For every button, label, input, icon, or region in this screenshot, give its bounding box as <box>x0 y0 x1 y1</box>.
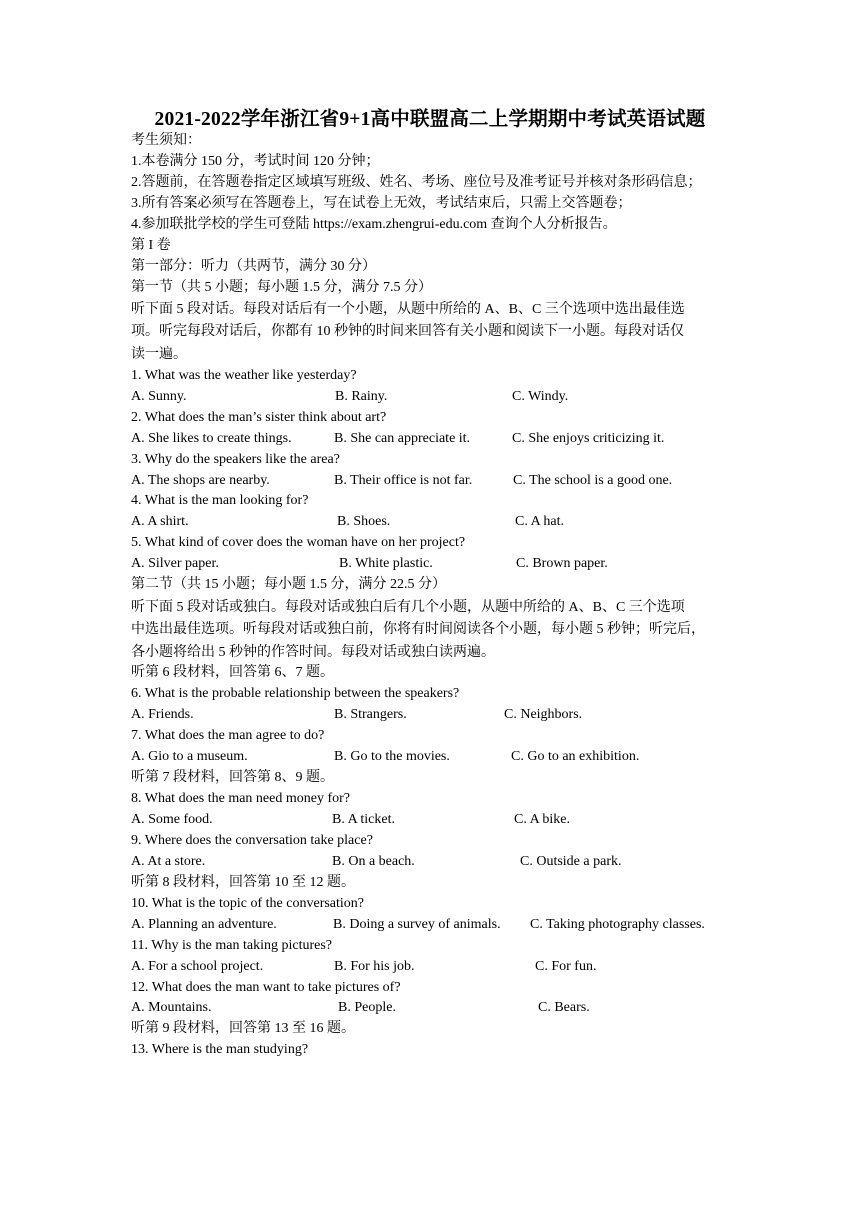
option-b: B. Rainy. <box>335 388 388 404</box>
part1-heading: 第一部分：听力（共两节，满分 30 分） <box>131 258 376 274</box>
option-a: A. Friends. <box>131 707 194 723</box>
option-b: B. Go to the movies. <box>334 749 450 765</box>
option-a: A. Gio to a museum. <box>131 749 248 765</box>
option-b: B. People. <box>338 1000 396 1016</box>
option-c: C. For fun. <box>535 958 597 974</box>
question-12: 12. What does the man want to take pictures of? <box>131 979 401 995</box>
question-9: 9. Where does the conversation take place? <box>131 832 373 848</box>
options-12 <box>131 998 731 1019</box>
question-10: 10. What is the topic of the conversation? <box>131 895 365 911</box>
option-b: B. Shoes. <box>337 514 391 530</box>
option-c: C. Go to an exhibition. <box>511 749 640 765</box>
option-b: B. She can appreciate it. <box>334 430 471 446</box>
notice-item: 2.答题前，在答题卷指定区域填写班级、姓名、考场、座位号及准考证号并核对条形码信息； <box>131 174 702 190</box>
notice-heading: 考生须知： <box>131 133 201 148</box>
material-6-heading: 听第 6 段材料，回答第 6、7 题。 <box>131 665 334 681</box>
option-c: C. The school is a good one. <box>513 472 673 488</box>
question-8: 8. What does the man need money for? <box>131 791 351 807</box>
options-8 <box>131 810 731 831</box>
options-7 <box>131 747 731 768</box>
option-b: B. White plastic. <box>339 556 433 572</box>
section2-instruction: 中选出最佳选项。听每段对话或独白前，你将有时间阅读各个小题，每小题 5 秒钟；听完后， <box>131 622 705 638</box>
option-a: A. She likes to create things. <box>131 430 292 446</box>
options-2 <box>131 429 731 450</box>
section1-instruction: 项。听完每段对话后，你都有 10 秒钟的时间来回答有关小题和阅读下一小题。每段对话仅 <box>131 324 684 340</box>
question-11: 11. Why is the man taking pictures? <box>131 937 333 953</box>
section2-instruction: 听下面 5 段对话或独白。每段对话或独白后有几个小题，从题中所给的 A、B、C 三个选项 <box>131 599 685 615</box>
options-4 <box>131 512 731 533</box>
option-a: A. A shirt. <box>131 514 189 530</box>
option-c: C. Neighbors. <box>504 707 583 723</box>
option-b: B. For his job. <box>334 958 415 974</box>
question-13: 13. Where is the man studying? <box>131 1042 309 1058</box>
exam-body <box>131 131 731 1061</box>
option-b: B. Strangers. <box>334 707 407 723</box>
question-1: 1. What was the weather like yesterday? <box>131 367 357 383</box>
question-5: 5. What kind of cover does the woman have on her project? <box>131 535 466 551</box>
volume-heading: 第 I 卷 <box>131 237 171 253</box>
options-3 <box>131 471 731 492</box>
question-3: 3. Why do the speakers like the area? <box>131 451 340 467</box>
option-a: A. Planning an adventure. <box>131 916 277 932</box>
option-b: B. A ticket. <box>332 812 395 827</box>
option-c: C. A bike. <box>514 812 571 827</box>
option-c: C. She enjoys criticizing it. <box>512 430 665 446</box>
options-10 <box>131 915 731 936</box>
notice-item: 4.参加联批学校的学生可登陆 https://exam.zhengrui-edu.com 查询个人分析报告。 <box>131 216 617 232</box>
question-7: 7. What does the man agree to do? <box>131 728 325 744</box>
option-a: A. For a school project. <box>131 958 264 974</box>
section1-instruction: 读一遍。 <box>131 346 187 362</box>
section1-instruction: 听下面 5 段对话。每段对话后有一个小题，从题中所给的 A、B、C 三个选项中选出最佳选 <box>131 302 685 317</box>
section2-instruction: 各小题将给出 5 秒钟的作答时间。每段对话或独白读两遍。 <box>131 644 495 660</box>
option-c: C. Bears. <box>538 1000 590 1016</box>
option-b: B. On a beach. <box>332 853 415 869</box>
exam-title: 2021-2022学年浙江省9+1高中联盟高二上学期期中考试英语试题 <box>154 109 706 130</box>
options-1 <box>131 387 731 408</box>
options-9 <box>131 852 731 873</box>
question-2: 2. What does the man’s sister think about art? <box>131 409 387 425</box>
option-c: C. Taking photography classes. <box>530 916 705 932</box>
options-5 <box>131 554 731 575</box>
option-a: A. Mountains. <box>131 1000 212 1016</box>
material-7-heading: 听第 7 段材料，回答第 8、9 题。 <box>131 770 334 786</box>
section2-heading: 第二节（共 15 小题；每小题 1.5 分，满分 22.5 分） <box>131 577 446 593</box>
option-c: C. Windy. <box>512 388 569 404</box>
material-8-heading: 听第 8 段材料，回答第 10 至 12 题。 <box>131 874 355 890</box>
option-c: C. Outside a park. <box>520 853 622 869</box>
option-a: A. The shops are nearby. <box>131 472 270 488</box>
section1-heading: 第一节（共 5 小题；每小题 1.5 分，满分 7.5 分） <box>131 279 432 295</box>
material-9-heading: 听第 9 段材料，回答第 13 至 16 题。 <box>131 1021 355 1037</box>
option-c: C. Brown paper. <box>516 556 608 572</box>
option-b: B. Their office is not far. <box>334 472 473 488</box>
option-a: A. Silver paper. <box>131 556 219 572</box>
option-a: A. At a store. <box>131 853 206 869</box>
notice-item: 1.本卷满分 150 分，考试时间 120 分钟； <box>131 153 380 169</box>
option-c: C. A hat. <box>515 514 565 530</box>
options-6 <box>131 705 731 726</box>
option-a: A. Some food. <box>131 812 213 827</box>
notice-item: 3.所有答案必须写在答题卷上，写在试卷上无效，考试结束后，只需上交答题卷； <box>131 195 632 211</box>
option-b: B. Doing a survey of animals. <box>333 916 501 932</box>
options-11 <box>131 957 731 978</box>
question-4: 4. What is the man looking for? <box>131 493 309 509</box>
question-6: 6. What is the probable relationship between the speakers? <box>131 686 460 702</box>
option-a: A. Sunny. <box>131 388 187 404</box>
